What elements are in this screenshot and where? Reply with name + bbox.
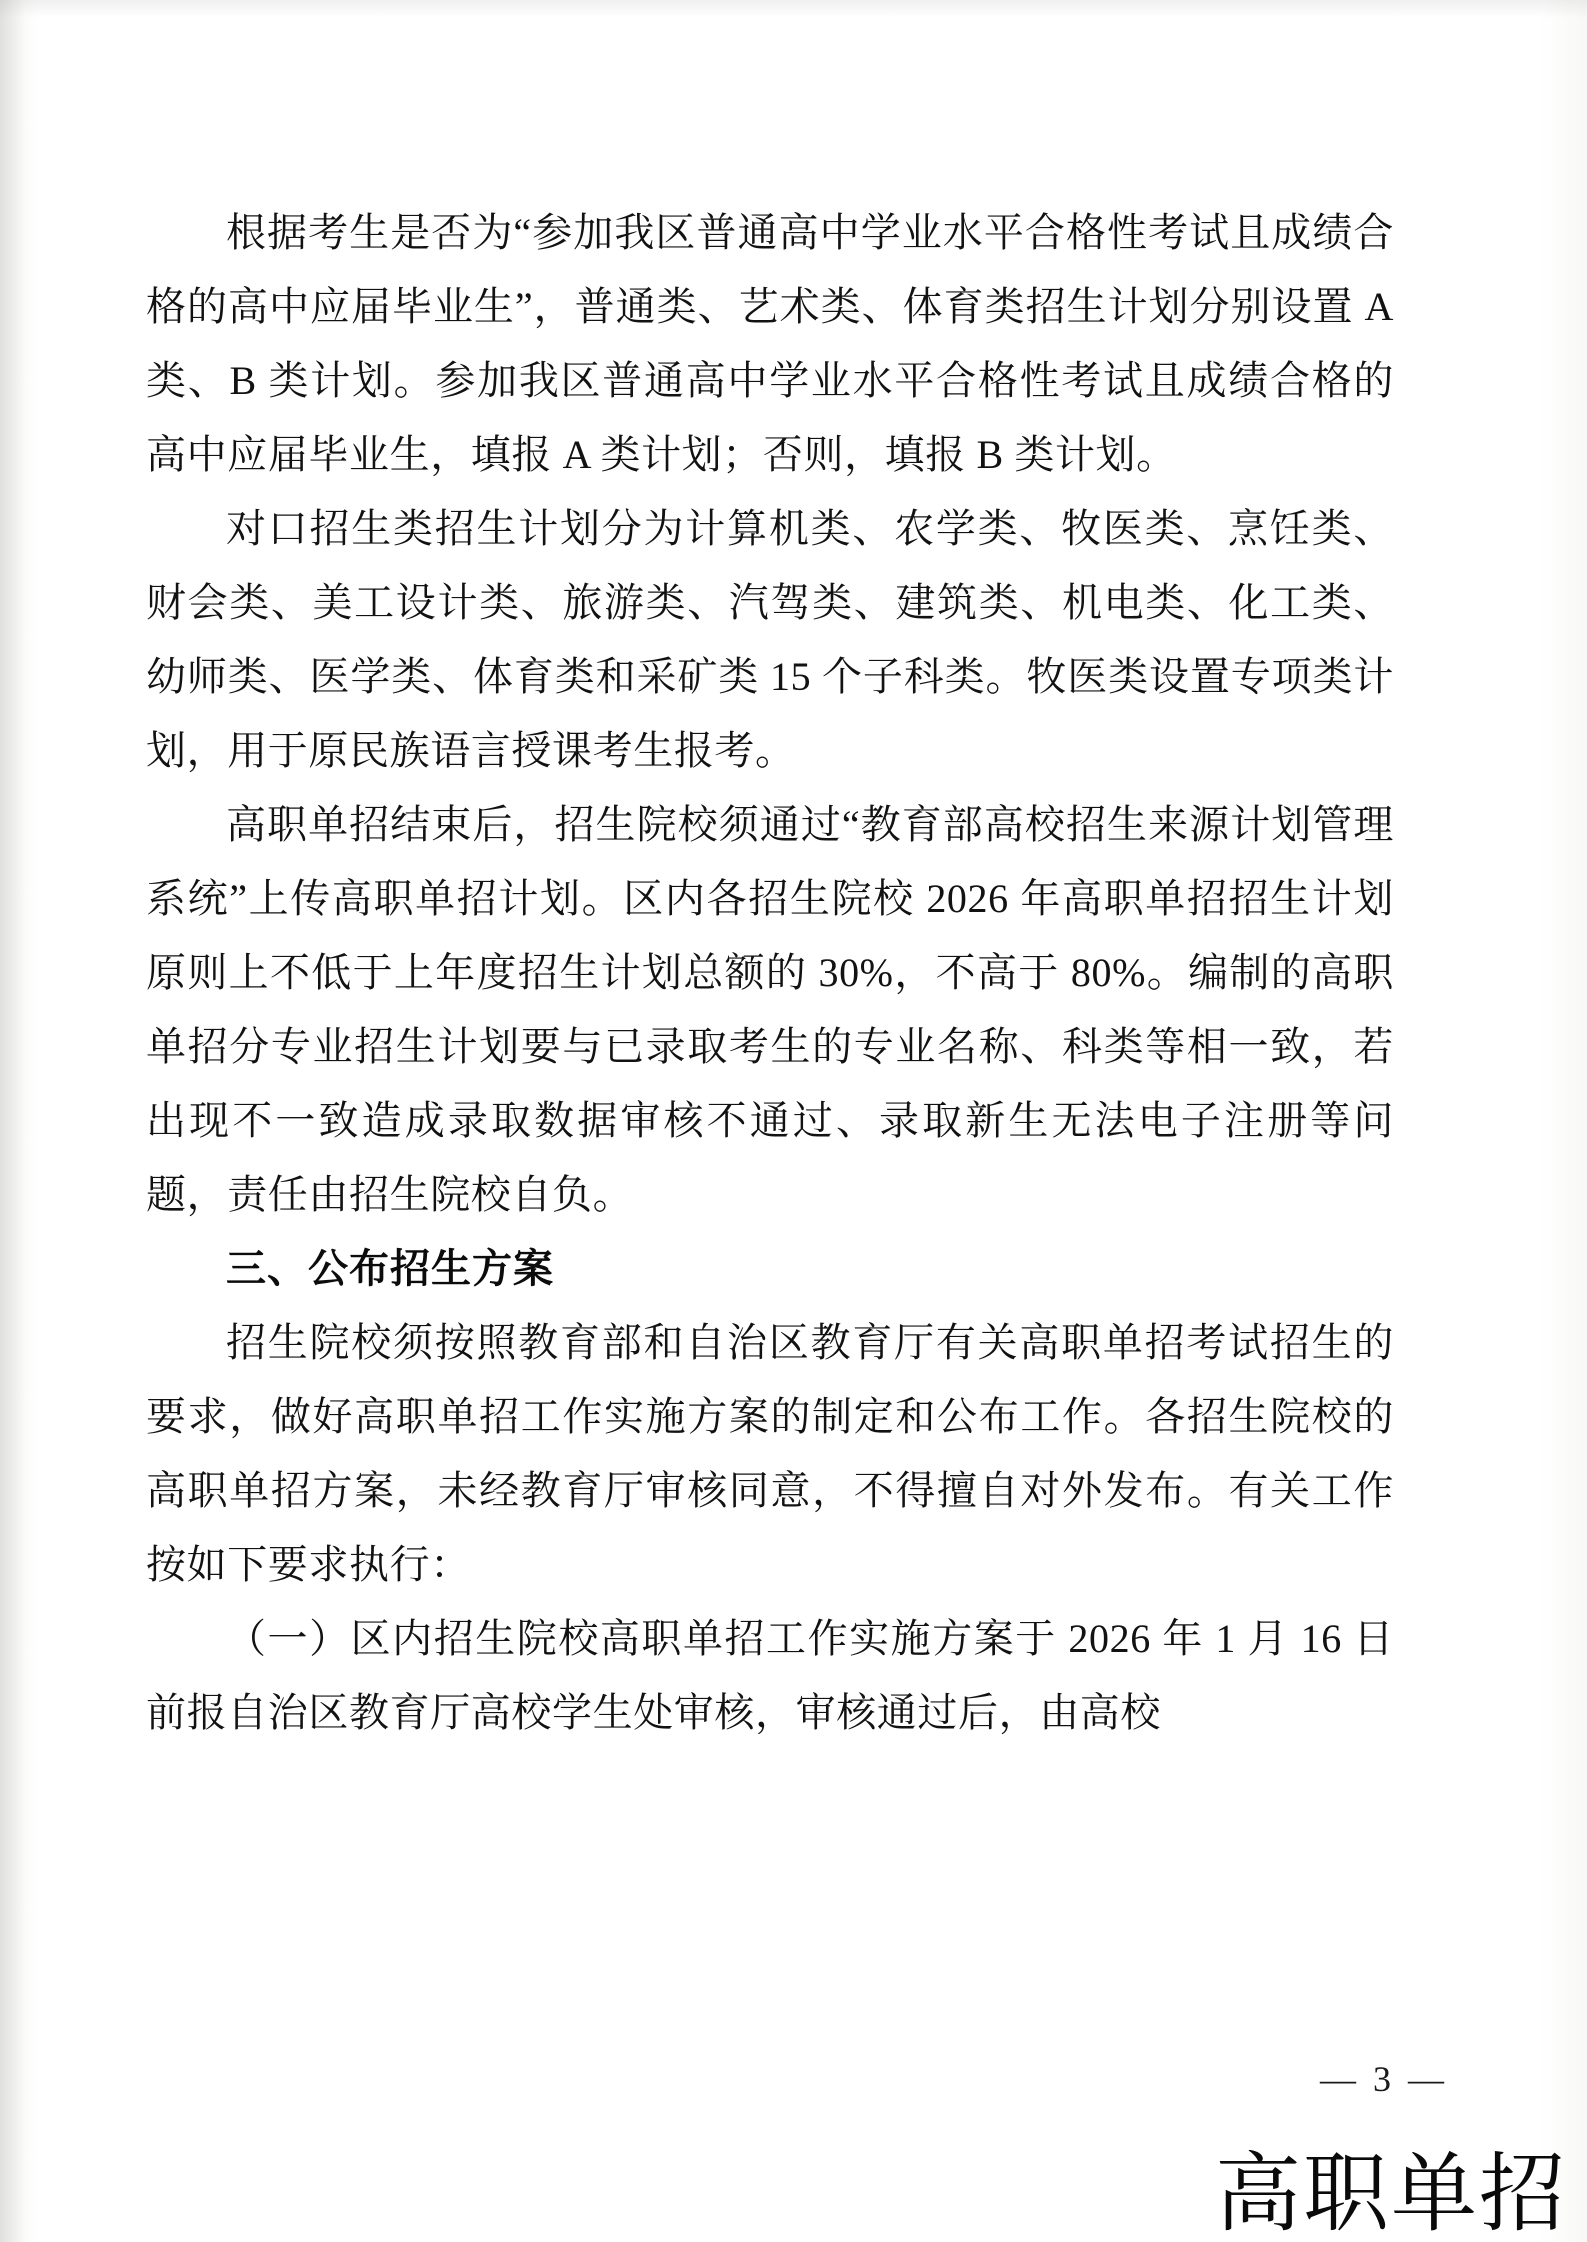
page-number: — 3 — [1320, 2059, 1448, 2099]
paragraph-plan-categories-ab: 根据考生是否为“参加我区普通高中学业水平合格性考试且成绩合格的高中应届毕业生”，普通类、艺术类、体育类招生计划分别设置 A 类、B 类计划。参加我区普通高中学业水平合格性考试且成绩合格的高中应届毕业生，填报 A 类计划；否则，填报 B 类计划。 [146, 210, 1394, 477]
scan-edge-shadow-left [0, 0, 26, 2242]
heading-announce-admission-plan: 三、公布招生方案 [226, 1246, 554, 1292]
scan-edge-shadow-top [0, 0, 1587, 18]
paragraph-item-one-deadline: （一）区内招生院校高职单招工作实施方案于 2026 年 1 月 16 日前报自治区教育厅高校学生处审核，审核通过后，由高校 [146, 1616, 1394, 1735]
document-body [146, 196, 1394, 1750]
paragraph-publish-requirements: 招生院校须按照教育部和自治区教育厅有关高职单招考试招生的要求，做好高职单招工作实施方案的制定和公布工作。各招生院校的高职单招方案，未经教育厅审核同意，不得擅自对外发布。有关工作按如下要求执行： [146, 1320, 1394, 1587]
paragraph-upload-plan-system: 高职单招结束后，招生院校须通过“教育部高校招生来源计划管理系统”上传高职单招计划。区内各招生院校 2026 年高职单招招生计划原则上不低于上年度招生计划总额的 30%，不高于 80%。编制的高职单招分专业招生计划要与已录取考生的专业名称、科类等相一致，若出现不一致造成录取数据审核不通过、录取新生无法电子注册等问题，责任由招生院校自负。 [146, 802, 1394, 1217]
watermark-label: 高职单招 [1215, 2144, 1567, 2242]
paragraph-vocational-subcategories: 对口招生类招生计划分为计算机类、农学类、牧医类、烹饪类、财会类、美工设计类、旅游类、汽驾类、建筑类、机电类、化工类、幼师类、医学类、体育类和采矿类 15 个子科类。牧医类设置专项类计划，用于原民族语言授课考生报考。 [146, 506, 1394, 773]
